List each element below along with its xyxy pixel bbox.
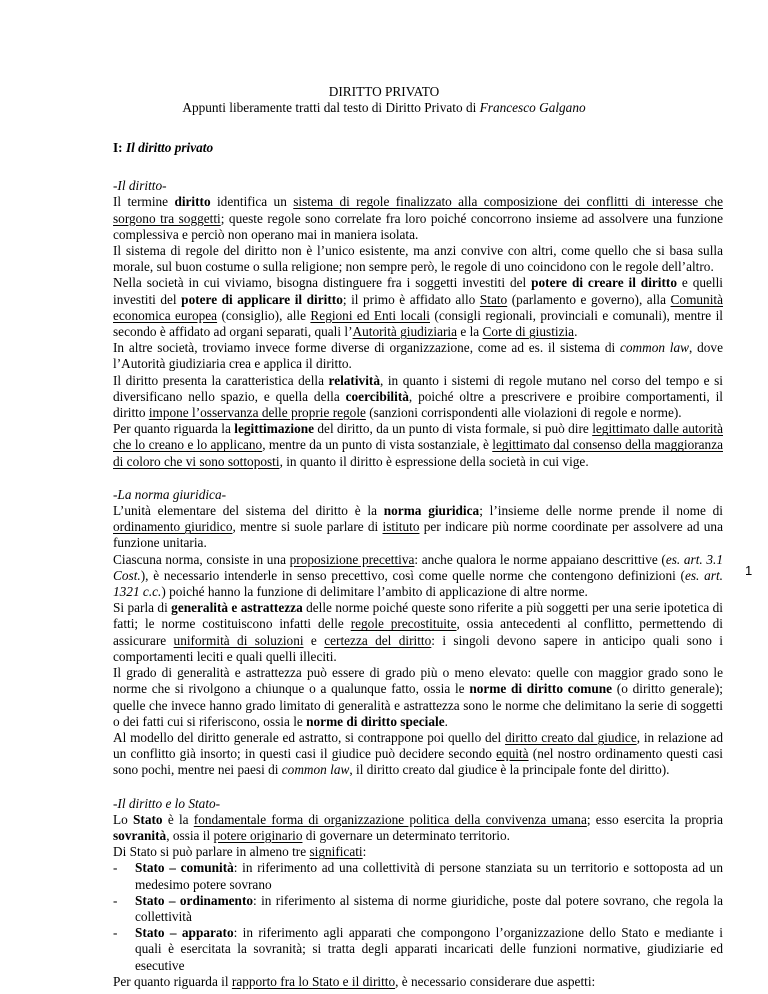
paragraph: Il grado di generalità e astrattezza può essere di grado più o meno elevato: quelle con maggior grado sono le norme che si rivolgono a chiunque o a qualunque fatto, ossia le norme di diritto comune (o diritto generale); quelle che invece hanno grado limitato di generalità e astrattezza sono le norme che delimitano la serie di soggetti o dei fatti cui si riferiscono, ossia le norme di diritto speciale. xyxy=(113,665,723,729)
page-number: 1 xyxy=(745,563,753,578)
section-diritto xyxy=(113,178,723,470)
list-item: - Stato – ordinamento: in riferimento al sistema di norme giuridiche, poste dal potere sovrano, che regola la collettività xyxy=(113,892,723,924)
paragraph: Nella società in cui viviamo, bisogna distinguere fra i soggetti investiti del potere di creare il diritto e quelli investiti del potere di applicare il diritto; il primo è affidato allo Stato (parlamento e governo), alla Comunità economica europea (consiglio), alle Regioni ed Enti locali (consigli regionali, provinciali e comunali), mentre il secondo è affidato ad organi separati, quali l’Autorità giudiziaria e la Corte di giustizia. xyxy=(113,275,723,340)
document-title: DIRITTO PRIVATO xyxy=(328,84,440,99)
paragraph: Si parla di generalità e astrattezza delle norme poiché queste sono riferite a più soggetti per una serie ipotetica di fatti; le norme costituiscono infatti delle regole precostituite, ossia antecedenti al conflitto, permettendo di assicurare uniformità di soluzioni e certezza del diritto: i singoli devono sapere in anticipo quali sono i comportamenti leciti e quali quelli illeciti. xyxy=(113,600,724,664)
paragraph: Il diritto presenta la caratteristica della relatività, in quanto i sistemi di regole mutano nel corso del tempo e si diversificano nello spazio, e quella della coercibilità, poiché oltre a prescrivere e proibire comportamenti, il diritto impone l’osservanza delle proprie regole (sanzioni corrispondenti alle violazioni di regole e norme). xyxy=(113,372,723,421)
paragraph: Il termine diritto identifica un sistema di regole finalizzato alla composizione dei conflitti di interesse che sorgono tra soggetti; queste regole sono correlate fra loro poiché concorrono insieme ad assolvere una funzione complessiva e perciò non operano mai in maniera isolata. xyxy=(113,194,723,242)
paragraph: Per quanto riguarda la legittimazione del diritto, da un punto di vista formale, si può dire legittimato dalle autorità che lo creano e lo applicano, mentre da un punto di vista sostanziale, è legittimato dal consenso della maggioranza di coloro che vi sono sottoposti, in quanto il diritto è espressione della società in cui vige. xyxy=(113,421,723,469)
section-diritto-e-stato xyxy=(113,796,723,990)
section-title: -Il diritto- xyxy=(113,178,167,194)
chapter-heading: I: Il diritto privato xyxy=(113,140,214,155)
paragraph: Lo Stato è la fondamentale forma di organizzazione politica della convivenza umana; esso esercita la propria sovranità, ossia il potere originario di governare un determinato territorio. xyxy=(113,811,723,843)
author-name: Francesco Galgano xyxy=(479,100,586,116)
stato-meanings-list xyxy=(113,860,723,973)
paragraph: Il sistema di regole del diritto non è l’unico esistente, ma anzi convive con altri, come quello che si basa sulla morale, sul buon costume o sulla religione; non sempre però, le regole di uno coincidono con le regole dell’altro. xyxy=(113,243,723,275)
list-item: - Stato – apparato: in riferimento agli apparati che compongono l’organizzazione dello Stato e mediante i quali è esercitata la sovranità; si tratta degli apparati incaricati delle funzioni normative, giudiziarie ed esecutive xyxy=(113,925,723,973)
section-title: -Il diritto e lo Stato- xyxy=(113,795,221,811)
document-header xyxy=(0,84,768,116)
section-title: -La norma giuridica- xyxy=(113,486,227,502)
list-item: - Stato – comunità: in riferimento ad una collettività di persone stanziata su un territorio e sottoposta ad un medesimo potere sovrano xyxy=(113,860,723,892)
paragraph: L’unità elementare del sistema del diritto è la norma giuridica; l’insieme delle norme prende il nome di ordinamento giuridico, mentre si suole parlare di istituto per indicare più norme coordinate per assolvere ad una funzione unitaria. xyxy=(113,503,724,551)
document-body xyxy=(113,140,723,990)
paragraph: Al modello del diritto generale ed astratto, si contrappone poi quello del diritto creato dal giudice, in relazione ad un conflitto già insorto; in questi casi il giudice può decidere secondo equità (nel nostro ordinamento questi casi sono pochi, mentre nei paesi di common law, il diritto creato dal giudice è la principale fonte del diritto). xyxy=(113,729,723,778)
paragraph: In altre società, troviamo invece forme diverse di organizzazione, come ad es. il sistema di common law, dove l’Autorità giudiziaria crea e applica il diritto. xyxy=(113,340,723,372)
document-subtitle: Appunti liberamente tratti dal testo di Diritto Privato di Francesco Galgano xyxy=(182,100,586,116)
paragraph: Di Stato si può parlare in almeno tre significati: xyxy=(113,844,367,860)
section-norma-giuridica xyxy=(113,487,723,779)
paragraph: Per quanto riguarda il rapporto fra lo Stato e il diritto, è necessario considerare due aspetti: xyxy=(113,973,596,989)
paragraph: Ciascuna norma, consiste in una proposizione precettiva: anche qualora le norme appaiano descrittive (es. art. 3.1 Cost.), è necessario intenderle in senso precettivo, così come quelle norme che contengono definizioni (es. art. 1321 c.c.) poiché hanno la funzione di delimitare l’ambito di applicazione di altre norme. xyxy=(113,551,723,600)
